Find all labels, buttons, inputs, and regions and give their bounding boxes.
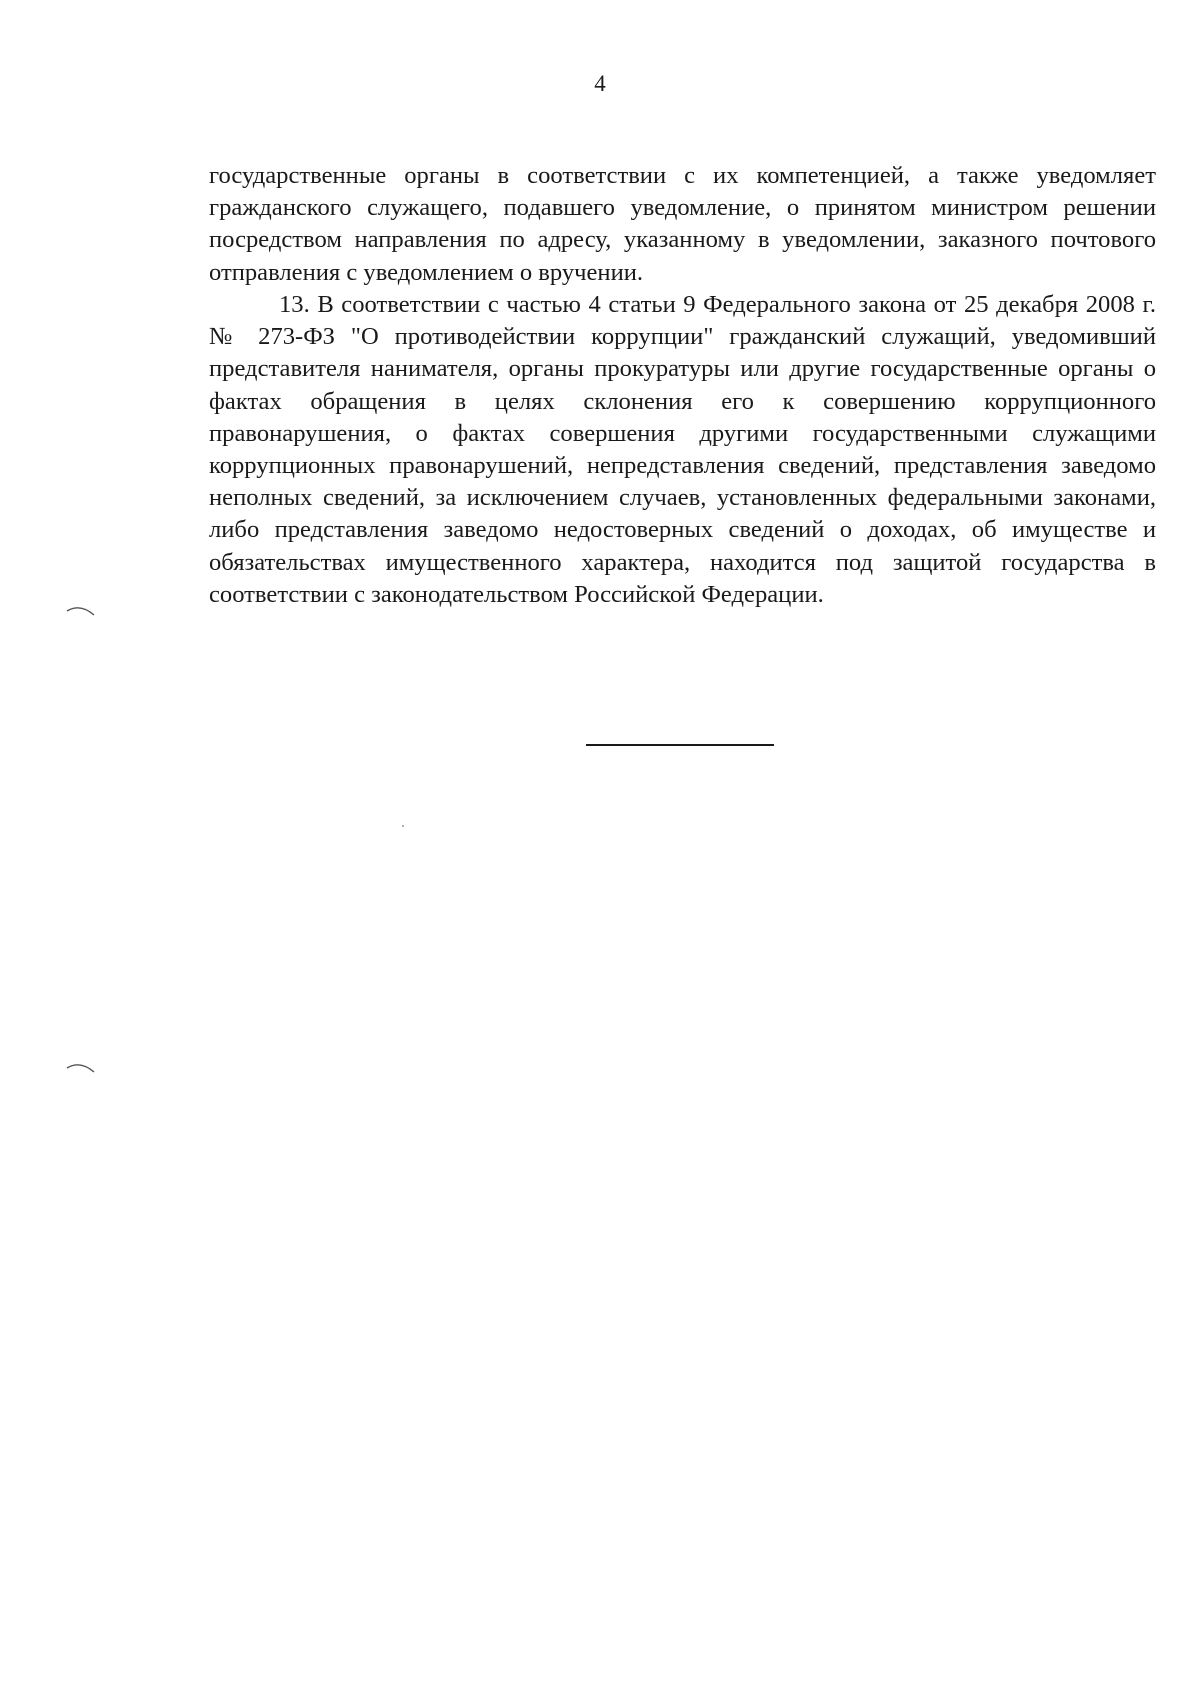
end-of-text-rule [586,744,774,746]
scan-speck [402,825,404,827]
paragraph-continuation: государственные органы в соответствии с их компетенцией, а также уведомляет гражданского служащего, подавшего уведомление, о принятом министром решении посредством направления по адресу, указанному в уведомлении, заказного почтового отправления с уведомлением о вручении. [209,162,1156,286]
page-number: 4 [594,71,606,96]
paragraph-13: 13. В соответствии с частью 4 статьи 9 Федерального закона от 25 декабря 2008 г. № 273-ФЗ "О противодействии коррупции" гражданский служащий, уведомивший представителя нанимателя, органы прокуратуры или другие государственные органы о фактах обращения в целях склонения его к совершению коррупционного правонарушения, о фактах совершения другими государственными служащими коррупционных правонарушений, непредставления сведений, представления заведомо неполных сведений, за исключением случаев, установленных федеральными законами, либо представления заведомо недостоверных сведений о доходах, об имуществе и обязательствах имущественного характера, находится под защитой государства в соответствии с законодательством Российской Федерации. [209,291,1156,608]
hole-punch-mark-icon [66,1058,96,1078]
hole-punch-mark-icon [66,601,96,621]
